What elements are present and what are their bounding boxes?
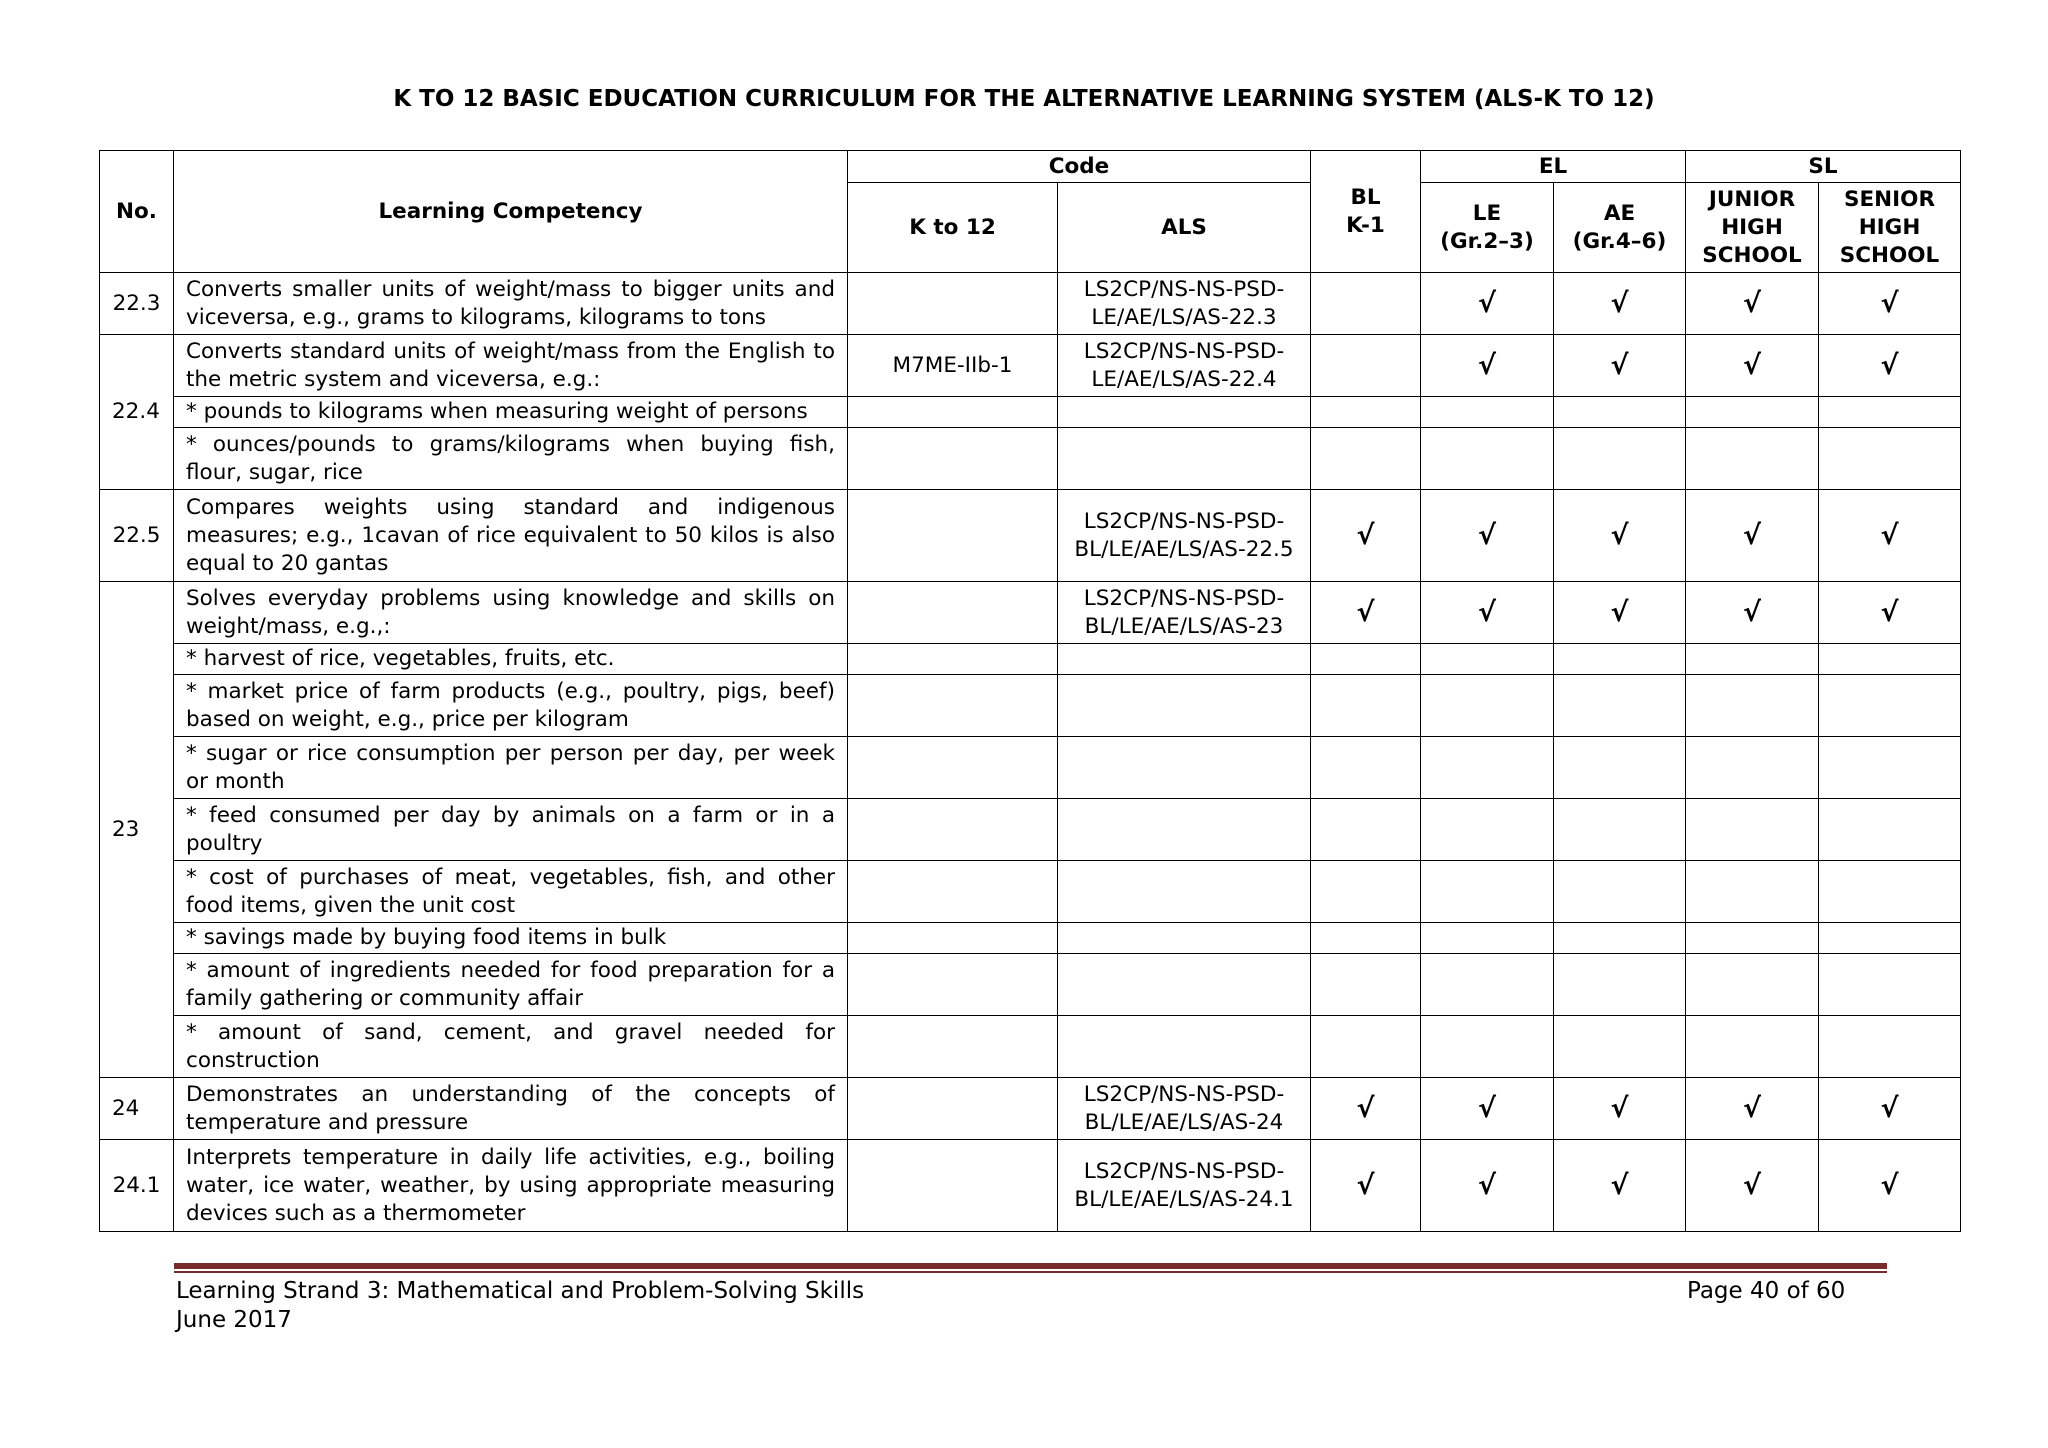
competency-text: * ounces/pounds to grams/kilograms when buying fish, flour, sugar, rice	[174, 428, 848, 490]
shs-check: √	[1819, 335, 1961, 397]
header-competency: Learning Competency	[174, 151, 848, 273]
jhs-check: √	[1686, 1140, 1819, 1232]
ae-check: √	[1554, 1078, 1686, 1140]
bl-check	[1311, 799, 1421, 861]
ae-check	[1554, 1016, 1686, 1078]
table-row	[100, 954, 1961, 1016]
ae-check: √	[1554, 1140, 1686, 1232]
bl-check	[1311, 428, 1421, 490]
le-check	[1421, 397, 1554, 428]
bl-check	[1311, 675, 1421, 737]
le-check: √	[1421, 490, 1554, 582]
table-row	[100, 1016, 1961, 1078]
jhs-check	[1686, 954, 1819, 1016]
competency-text: Converts smaller units of weight/mass to bigger units and viceversa, e.g., grams to kilograms, kilograms to tons	[174, 273, 848, 335]
page-title: K TO 12 BASIC EDUCATION CURRICULUM FOR THE ALTERNATIVE LEARNING SYSTEM (ALS-K TO 12)	[393, 86, 1655, 112]
ae-check: √	[1554, 273, 1686, 335]
als-code	[1058, 799, 1311, 861]
le-check	[1421, 428, 1554, 490]
jhs-check	[1686, 397, 1819, 428]
header-k12: K to 12	[848, 183, 1058, 273]
header-bl-label: BL	[1350, 184, 1381, 210]
row-number: 23	[100, 582, 174, 1078]
shs-check	[1819, 675, 1961, 737]
competency-text: * feed consumed per day by animals on a farm or in a poultry	[174, 799, 848, 861]
jhs-check	[1686, 1016, 1819, 1078]
shs-check	[1819, 397, 1961, 428]
k12-code	[848, 799, 1058, 861]
header-le-sub: (Gr.2–3)	[1440, 228, 1534, 254]
als-code	[1058, 428, 1311, 490]
als-code	[1058, 861, 1311, 923]
shs-check	[1819, 954, 1961, 1016]
header-ae	[1554, 183, 1686, 273]
k12-code	[848, 1078, 1058, 1140]
table-row	[100, 397, 1961, 428]
als-code: LS2CP/NS-NS-PSD-BL/LE/AE/LS/AS-24.1	[1058, 1140, 1311, 1232]
jhs-check: √	[1686, 273, 1819, 335]
table-row	[100, 861, 1961, 923]
ae-check	[1554, 644, 1686, 675]
bl-check: √	[1311, 1140, 1421, 1232]
k12-code	[848, 737, 1058, 799]
header-bl	[1311, 151, 1421, 273]
le-check	[1421, 954, 1554, 1016]
competency-text: * sugar or rice consumption per person per day, per week or month	[174, 737, 848, 799]
shs-check	[1819, 428, 1961, 490]
k12-code	[848, 1140, 1058, 1232]
competency-text: * savings made by buying food items in bulk	[174, 923, 848, 954]
le-check	[1421, 923, 1554, 954]
jhs-check: √	[1686, 490, 1819, 582]
table-row	[100, 1078, 1961, 1140]
bl-check	[1311, 954, 1421, 1016]
shs-check: √	[1819, 1140, 1961, 1232]
header-shs: SENIOR HIGH SCHOOL	[1819, 183, 1961, 273]
le-check	[1421, 644, 1554, 675]
table-row	[100, 335, 1961, 397]
le-check: √	[1421, 335, 1554, 397]
shs-check: √	[1819, 582, 1961, 644]
table-row	[100, 923, 1961, 954]
row-number: 24.1	[100, 1140, 174, 1232]
jhs-check: √	[1686, 335, 1819, 397]
le-check: √	[1421, 582, 1554, 644]
footer-rule-thin	[174, 1271, 1887, 1273]
header-no: No.	[100, 151, 174, 273]
bl-check	[1311, 644, 1421, 675]
jhs-check	[1686, 644, 1819, 675]
bl-check	[1311, 273, 1421, 335]
le-check	[1421, 737, 1554, 799]
footer-rule	[174, 1263, 1887, 1269]
als-code	[1058, 737, 1311, 799]
competency-table	[99, 150, 1961, 1232]
bl-check: √	[1311, 582, 1421, 644]
bl-check	[1311, 737, 1421, 799]
als-code	[1058, 675, 1311, 737]
k12-code	[848, 954, 1058, 1016]
le-check	[1421, 1016, 1554, 1078]
competency-text: * market price of farm products (e.g., poultry, pigs, beef) based on weight, e.g., price per kilogram	[174, 675, 848, 737]
le-check	[1421, 799, 1554, 861]
k12-code	[848, 273, 1058, 335]
table-row	[100, 273, 1961, 335]
row-number: 24	[100, 1078, 174, 1140]
k12-code	[848, 923, 1058, 954]
jhs-check: √	[1686, 582, 1819, 644]
competency-text: Converts standard units of weight/mass from the English to the metric system and viceversa, e.g.:	[174, 335, 848, 397]
bl-check: √	[1311, 490, 1421, 582]
table-row	[100, 737, 1961, 799]
table-row	[100, 675, 1961, 737]
shs-check	[1819, 1016, 1961, 1078]
shs-check	[1819, 737, 1961, 799]
table-row	[100, 582, 1961, 644]
jhs-check	[1686, 428, 1819, 490]
row-number: 22.4	[100, 335, 174, 490]
bl-check	[1311, 397, 1421, 428]
shs-check: √	[1819, 1078, 1961, 1140]
als-code	[1058, 644, 1311, 675]
ae-check	[1554, 799, 1686, 861]
k12-code: M7ME-IIb-1	[848, 335, 1058, 397]
als-code	[1058, 1016, 1311, 1078]
jhs-check: √	[1686, 1078, 1819, 1140]
jhs-check	[1686, 923, 1819, 954]
competency-text: * harvest of rice, vegetables, fruits, etc.	[174, 644, 848, 675]
ae-check	[1554, 428, 1686, 490]
shs-check	[1819, 861, 1961, 923]
competency-text: * amount of sand, cement, and gravel needed for construction	[174, 1016, 848, 1078]
footer-page: Page 40 of 60	[1687, 1278, 1846, 1304]
als-code	[1058, 923, 1311, 954]
ae-check	[1554, 923, 1686, 954]
table-row	[100, 428, 1961, 490]
bl-check	[1311, 861, 1421, 923]
table-row	[100, 1140, 1961, 1232]
le-check	[1421, 861, 1554, 923]
als-code: LS2CP/NS-NS-PSD-BL/LE/AE/LS/AS-24	[1058, 1078, 1311, 1140]
table-row	[100, 799, 1961, 861]
header-ae-label: AE	[1603, 200, 1636, 226]
ae-check	[1554, 861, 1686, 923]
footer-date: June 2017	[176, 1307, 292, 1333]
bl-check	[1311, 1016, 1421, 1078]
header-le-label: LE	[1472, 200, 1502, 226]
shs-check	[1819, 923, 1961, 954]
ae-check	[1554, 675, 1686, 737]
ae-check: √	[1554, 582, 1686, 644]
table-row	[100, 644, 1961, 675]
ae-check	[1554, 737, 1686, 799]
als-code: LS2CP/NS-NS-PSD-BL/LE/AE/LS/AS-22.5	[1058, 490, 1311, 582]
bl-check	[1311, 335, 1421, 397]
ae-check: √	[1554, 335, 1686, 397]
jhs-check	[1686, 675, 1819, 737]
jhs-check	[1686, 799, 1819, 861]
footer-strand: Learning Strand 3: Mathematical and Problem-Solving Skills	[176, 1278, 865, 1304]
le-check: √	[1421, 1078, 1554, 1140]
bl-check	[1311, 923, 1421, 954]
k12-code	[848, 397, 1058, 428]
k12-code	[848, 675, 1058, 737]
header-ae-sub: (Gr.4–6)	[1572, 228, 1667, 254]
k12-code	[848, 644, 1058, 675]
shs-check	[1819, 644, 1961, 675]
competency-text: * amount of ingredients needed for food preparation for a family gathering or community affair	[174, 954, 848, 1016]
header-el: EL	[1421, 151, 1686, 183]
bl-check: √	[1311, 1078, 1421, 1140]
ae-check: √	[1554, 490, 1686, 582]
competency-text: Solves everyday problems using knowledge and skills on weight/mass, e.g.,:	[174, 582, 848, 644]
competency-text: Interprets temperature in daily life activities, e.g., boiling water, ice water, weather, by using appropriate measuring devices such as a thermometer	[174, 1140, 848, 1232]
row-number: 22.3	[100, 273, 174, 335]
header-bl-sub: K-1	[1346, 212, 1385, 238]
le-check: √	[1421, 1140, 1554, 1232]
le-check	[1421, 675, 1554, 737]
shs-check	[1819, 799, 1961, 861]
le-check: √	[1421, 273, 1554, 335]
header-le	[1421, 183, 1554, 273]
k12-code	[848, 861, 1058, 923]
row-number: 22.5	[100, 490, 174, 582]
k12-code	[848, 490, 1058, 582]
table-row	[100, 490, 1961, 582]
header-sl: SL	[1686, 151, 1961, 183]
shs-check: √	[1819, 273, 1961, 335]
ae-check	[1554, 397, 1686, 428]
k12-code	[848, 428, 1058, 490]
als-code: LS2CP/NS-NS-PSD-LE/AE/LS/AS-22.3	[1058, 273, 1311, 335]
als-code	[1058, 954, 1311, 1016]
shs-check: √	[1819, 490, 1961, 582]
jhs-check	[1686, 861, 1819, 923]
competency-text: * pounds to kilograms when measuring weight of persons	[174, 397, 848, 428]
header-jhs: JUNIOR HIGH SCHOOL	[1686, 183, 1819, 273]
competency-text: Demonstrates an understanding of the concepts of temperature and pressure	[174, 1078, 848, 1140]
ae-check	[1554, 954, 1686, 1016]
header-code: Code	[848, 151, 1311, 183]
competency-text: Compares weights using standard and indigenous measures; e.g., 1cavan of rice equivalent to 50 kilos is also equal to 20 gantas	[174, 490, 848, 582]
als-code	[1058, 397, 1311, 428]
header-als: ALS	[1058, 183, 1311, 273]
jhs-check	[1686, 737, 1819, 799]
competency-text: * cost of purchases of meat, vegetables, fish, and other food items, given the unit cost	[174, 861, 848, 923]
k12-code	[848, 582, 1058, 644]
als-code: LS2CP/NS-NS-PSD-BL/LE/AE/LS/AS-23	[1058, 582, 1311, 644]
k12-code	[848, 1016, 1058, 1078]
als-code: LS2CP/NS-NS-PSD-LE/AE/LS/AS-22.4	[1058, 335, 1311, 397]
